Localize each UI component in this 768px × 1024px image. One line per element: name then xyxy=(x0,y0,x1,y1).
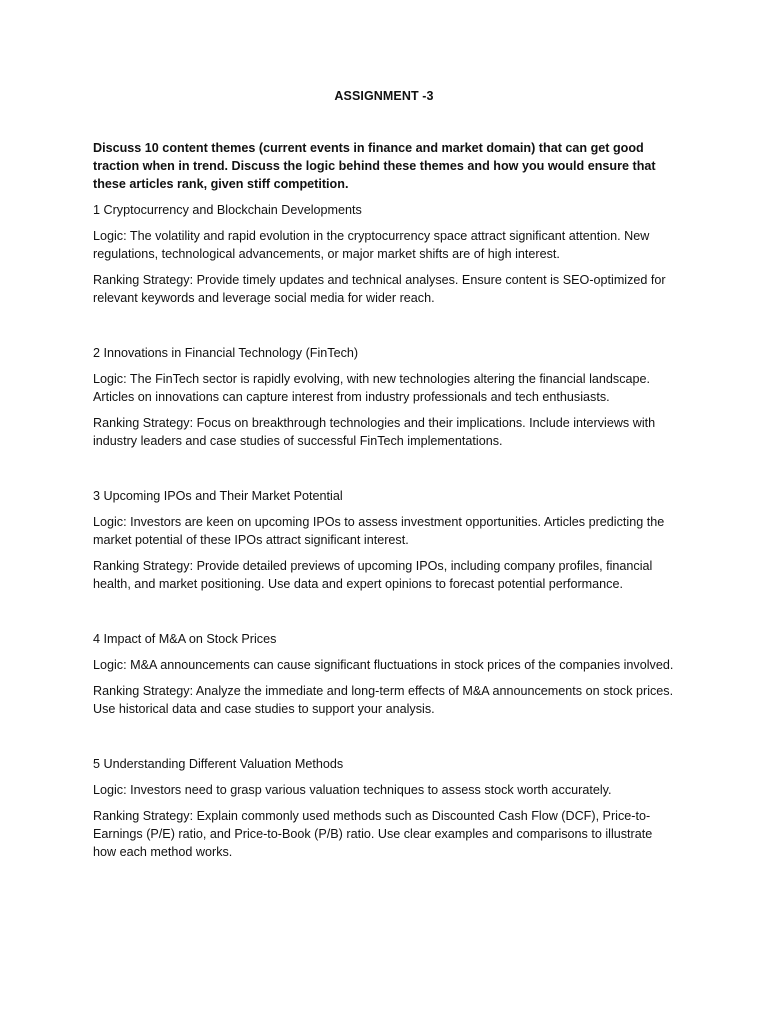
theme-heading: 1 Cryptocurrency and Blockchain Developments xyxy=(93,203,362,217)
theme-logic: Logic: M&A announcements can cause significant fluctuations in stock prices of the companies involved. xyxy=(93,658,674,672)
theme-heading: 3 Upcoming IPOs and Their Market Potential xyxy=(93,489,343,503)
theme-section-5 xyxy=(93,755,678,861)
theme-heading: 5 Understanding Different Valuation Methods xyxy=(93,757,344,771)
theme-section-4 xyxy=(93,630,678,718)
theme-heading: 2 Innovations in Financial Technology (FinTech) xyxy=(93,346,359,360)
theme-logic: Logic: The FinTech sector is rapidly evolving, with new technologies altering the financial landscape. Articles on innovations can capture interest from industry professionals and tech enthusiasts. xyxy=(93,372,651,404)
theme-logic: Logic: Investors need to grasp various valuation techniques to assess stock worth accurately. xyxy=(93,783,612,797)
theme-heading: 4 Impact of M&A on Stock Prices xyxy=(93,632,277,646)
theme-ranking-strategy: Ranking Strategy: Analyze the immediate and long-term effects of M&A announcements on stock prices. Use historical data and case studies to support your analysis. xyxy=(93,684,674,716)
document-title: ASSIGNMENT -3 xyxy=(334,89,434,103)
theme-section-2 xyxy=(93,344,678,450)
theme-ranking-strategy: Ranking Strategy: Provide timely updates and technical analyses. Ensure content is SEO-optimized for relevant keywords and leverage social media for wider reach. xyxy=(93,273,666,305)
document-body xyxy=(93,139,678,869)
theme-section-3 xyxy=(93,487,678,593)
theme-ranking-strategy: Ranking Strategy: Provide detailed previews of upcoming IPOs, including company profiles, financial health, and market positioning. Use data and expert opinions to forecast potential performance. xyxy=(93,559,653,591)
assignment-question: Discuss 10 content themes (current events in finance and market domain) that can get good traction when in trend. Discuss the logic behind these themes and how you would ensure that these articles rank, given stiff competition. xyxy=(93,141,656,191)
theme-ranking-strategy: Ranking Strategy: Explain commonly used methods such as Discounted Cash Flow (DCF), Price-to-Earnings (P/E) ratio, and Price-to-Book (P/B) ratio. Use clear examples and comparisons to illustrate how each method works. xyxy=(93,809,653,859)
theme-section-1 xyxy=(93,201,678,307)
theme-logic: Logic: Investors are keen on upcoming IPOs to assess investment opportunities. Articles predicting the market potential of these IPOs attract significant interest. xyxy=(93,515,665,547)
theme-logic: Logic: The volatility and rapid evolution in the cryptocurrency space attract significant attention. New regulations, technological advancements, or major market shifts are of high interest. xyxy=(93,229,650,261)
theme-ranking-strategy: Ranking Strategy: Focus on breakthrough technologies and their implications. Include interviews with industry leaders and case studies of successful FinTech implementations. xyxy=(93,416,656,448)
